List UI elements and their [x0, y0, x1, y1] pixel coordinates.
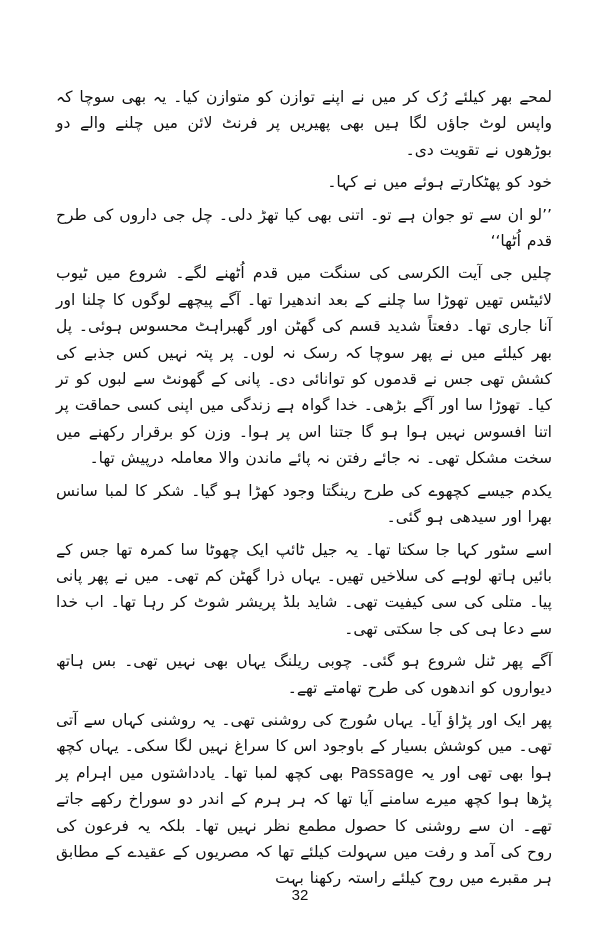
paragraph-1: لمحے بھر کیلئے رُک کر میں نے اپنے توازن کو متوازن کیا۔ یہ بھی سوچا کہ واپس لوٹ جاؤں لگا ہیں بھی پھیریں پر فرنٹ لائن میں چلنے والے دو بوڑھوں نے تقویت دی۔ — [56, 88, 552, 159]
paragraph-2: خود کو پھٹکارتے ہوئے میں نے کہا۔ — [327, 173, 552, 192]
paragraph-5: یکدم جیسے کچھوے کی طرح رینگتا وجود کھڑا ہو گیا۔ شکر کا لمبا سانس بھرا اور سیدھی ہو گئی۔ — [56, 481, 552, 527]
paragraph-6: اسے سٹور کہا جا سکتا تھا۔ یہ جیل ٹائپ ایک چھوٹا سا کمرہ تھا جس کے بائیں ہاتھ لوہے کی سلاخیں تھیں۔ یہاں ذرا گھٹن کم تھی۔ میں نے پھر پانی پیا۔ متلی کی سی کیفیت تھی۔ شاید بلڈ پریشر شوٹ کر رہا تھا۔ اب خدا سے دعا ہی کی جا سکتی تھی۔ — [56, 540, 552, 638]
page-body — [56, 84, 552, 898]
paragraph-8: پھر ایک اور پڑاؤ آیا۔ یہاں سُورج کی روشنی تھی۔ یہ روشنی کہاں سے آتی تھی۔ میں کوشش بسیار کے باوجود اس کا سراغ نہیں لگا سکی۔ یہاں کچھ ہوا بھی تھی اور یہ Passage بھی کچھ لمبا تھا۔ یادداشتوں میں اہرام پر پڑھا ہوا کچھ میرے سامنے آیا تھا کہ ہر ہرم کے اندر دو سوراخ رکھے جاتے تھے۔ ان سے روشنی کا حصول مطمع نظر نہیں تھا۔ بلکہ یہ فرعون کی روح کی آمد و رفت میں سہولت کیلئے تھا کہ مصریوں کے عقیدے کے مطابق ہر مقبرے میں روح کیلئے راستہ رکھنا بہت — [56, 710, 552, 888]
paragraph-4: چلیں جی آیت الکرسی کی سنگت میں قدم اُٹھنے لگے۔ شروع میں ٹیوب لائیٹس تھیں تھوڑا سا چلنے کے بعد اندھیرا تھا۔ آگے پیچھے لوگوں کا چلنا اور آنا جاری تھا۔ دفعتاً شدید قسم کی گھٹن اور گھبراہٹ محسوس ہوئی۔ پل بھر کیلئے میں نے پھر سوچا کہ رسک نہ لوں۔ پر پتہ نہیں کس جذبے کی کشش تھی جس نے قدموں کو توانائی دی۔ پانی کے گھونٹ سے لبوں کو تر کیا۔ تھوڑا سا اور آگے بڑھی۔ خدا گواہ ہے زندگی میں اپنی کسی حماقت پر اتنا افسوس نہیں ہوا ہو گا جتنا اس پر ہوا۔ وزن کو برقرار رکھنے میں سخت مشکل تھی۔ نہ جائے رفتن نہ پائے ماندن والا معاملہ درپیش تھا۔ — [56, 264, 552, 468]
paragraph-7: آگے پھر ٹنل شروع ہو گئی۔ چوبی ریلنگ یہاں بھی نہیں تھی۔ بس ہاتھ دیواروں کو اندھوں کی طرح تھامتے تھے۔ — [56, 652, 552, 697]
page-number: 32 — [291, 887, 309, 904]
paragraph-3: ’’لو ان سے تو جوان ہے تو۔ اتنی بھی کیا تھڑ دلی۔ چل جی داروں کی طرح قدم اُٹھا‘‘ — [56, 205, 552, 251]
